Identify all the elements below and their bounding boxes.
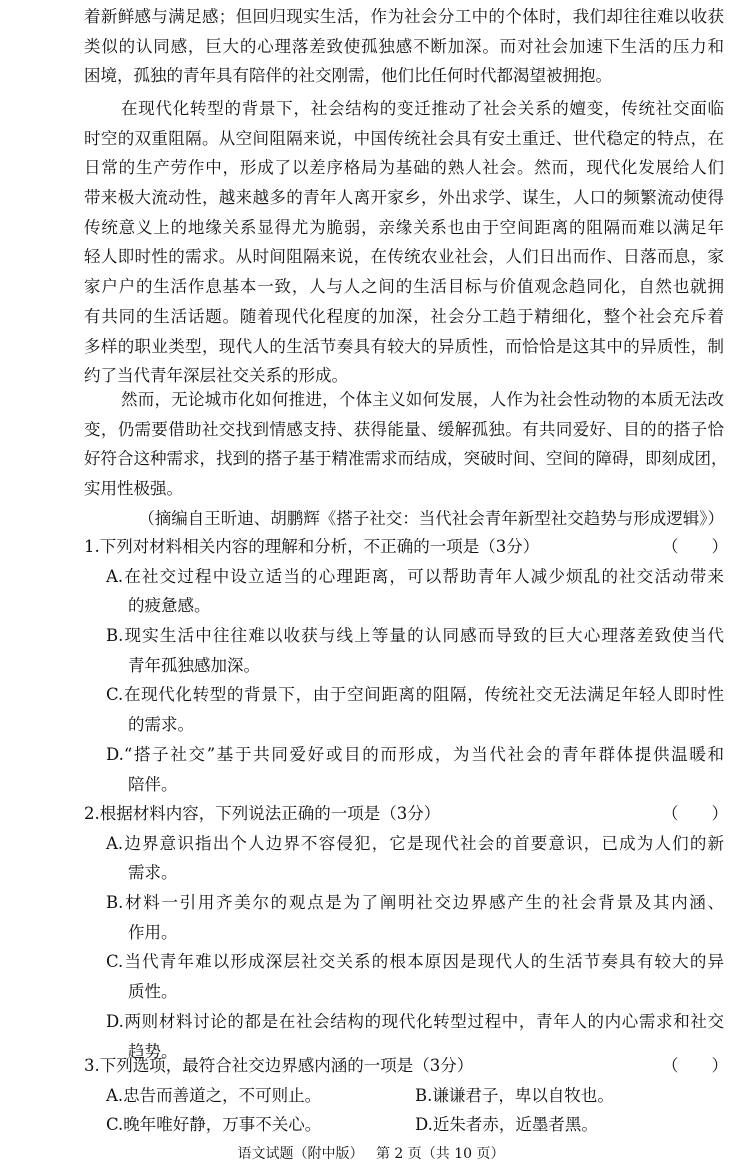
text-line: 在现代化转型的背景下，社会结构的变迁推动了社会关系的嬗变，传统社交面临 bbox=[121, 99, 724, 118]
footer-title: 语文试题（附中版） bbox=[237, 1146, 364, 1162]
text-line: 着新鲜感与满足感；但回归现实生活，作为社会分工中的个体时，我们却往往难以收获 bbox=[84, 7, 724, 26]
text-line: 然而，无论城市化如何推进，个体主义如何发展，人作为社会性动物的本质无法改 bbox=[121, 390, 724, 409]
text-line: 有共同的生活话题。随着现代化程度的加深，社会分工趋于精细化，整个社会充斥着 bbox=[84, 306, 724, 326]
option-b bbox=[84, 621, 724, 680]
option-text: A.边界意识指出个人边界不容侵犯，它是现代社会的首要意识，已成为人们的新 bbox=[106, 833, 724, 853]
question-stem bbox=[84, 1051, 728, 1081]
text-line: 轻人即时性的需求。从时间阻隔来说，在传统农业社会，人们日出而作、日落而息，家 bbox=[84, 247, 724, 267]
option-text: B.现实生活中往往难以收获与线上等量的认同感而导致的巨大心理落差致使当代 bbox=[106, 626, 724, 646]
option-text: 趋势。 bbox=[128, 1041, 178, 1061]
text-line: 变，仍需要借助社交找到情感支持、获得能量、缓解孤独。有共同爱好、目的的搭子恰 bbox=[84, 419, 724, 439]
footer-page-number: 第 2 页（共 10 页） bbox=[375, 1146, 505, 1162]
text-line: 时空的双重阻隔。从空间阻隔来说，中国传统社会具有安土重迁、世代稳定的特点，在 bbox=[84, 128, 724, 148]
option-text: 的需求。 bbox=[128, 715, 194, 735]
question-1 bbox=[84, 532, 728, 799]
option-b: B.谦谦君子，卑以自牧也。 bbox=[415, 1085, 614, 1105]
option-c: C.晚年唯好静，万事不关心。 bbox=[106, 1115, 322, 1135]
option-text: 需求。 bbox=[128, 863, 178, 883]
option-text: 青年孤独感加深。 bbox=[128, 655, 260, 675]
question-stem-text: 1.下列对材料相关内容的理解和分析，不正确的一项是（3分） bbox=[84, 537, 540, 556]
option-c bbox=[84, 947, 724, 1006]
passage-source: （摘编自王昕迪、胡鹏辉《搭子社交：当代社会青年新型社交趋势与形成逻辑》） bbox=[138, 509, 724, 528]
option-c bbox=[84, 680, 724, 739]
option-text: 的疲惫感。 bbox=[128, 596, 211, 616]
text-line: 约了当代青年深层社交关系的形成。 bbox=[84, 366, 348, 386]
option-text: 质性。 bbox=[128, 982, 178, 1002]
answer-parentheses: （ ） bbox=[662, 804, 728, 823]
option-row bbox=[84, 1081, 724, 1111]
question-stem-text: 2.根据材料内容，下列说法正确的一项是（3分） bbox=[84, 804, 441, 823]
option-text: A.在社交过程中设立适当的心理距离，可以帮助青年人减少烦乱的社交活动带来 bbox=[106, 566, 724, 586]
option-text: 陪伴。 bbox=[128, 774, 178, 794]
option-b bbox=[84, 888, 724, 947]
text-line: 传统意义上的地缘关系显得尤为脆弱，亲缘关系也由于空间距离的阻隔而难以满足年 bbox=[84, 217, 724, 237]
question-3 bbox=[84, 1051, 728, 1140]
option-text: B.材料一引用齐美尔的观点是为了阐明社交边界感产生的社会背景及其内涵、 bbox=[106, 893, 724, 913]
question-stem-text: 3.下列选项，最符合社交边界感内涵的一项是（3分） bbox=[84, 1056, 474, 1075]
text-line: 类似的认同感，巨大的心理落差致使孤独感不断加深。而对社会加速下生活的压力和 bbox=[84, 36, 724, 56]
option-text: D.“搭子社交”基于共同爱好或目的而形成，为当代社会的青年群体提供温暖和 bbox=[106, 744, 724, 764]
question-stem bbox=[84, 799, 728, 829]
question-2 bbox=[84, 799, 728, 1066]
text-line: 多样的职业类型，现代人的生活节奏具有较大的异质性，而恰恰是这其中的异质性，制 bbox=[84, 336, 724, 356]
option-text: 作用。 bbox=[128, 922, 178, 942]
text-line: 带来极大流动性，越来越多的青年人离开家乡，外出求学、谋生，人口的频繁流动使得 bbox=[84, 188, 724, 208]
option-text: D.两则材料讨论的都是在社会结构的现代化转型过程中，青年人的内心需求和社交 bbox=[106, 1011, 724, 1031]
option-a: A.忠告而善道之，不可则止。 bbox=[106, 1085, 322, 1105]
answer-parentheses: （ ） bbox=[662, 1056, 728, 1075]
text-line: 实用性极强。 bbox=[84, 479, 183, 499]
answer-parentheses: （ ） bbox=[662, 537, 728, 556]
option-text: C.当代青年难以形成深层社交关系的根本原因是现代人的生活节奏具有较大的异 bbox=[106, 952, 724, 972]
passage-paragraph-1 bbox=[84, 94, 724, 391]
option-row bbox=[84, 1110, 724, 1140]
text-line: 家户户的生活作息基本一致，人与人之间的生活目标与价值观念趋同化，自然也就拥 bbox=[84, 277, 724, 297]
option-a bbox=[84, 562, 724, 621]
option-text: C.在现代化转型的背景下，由于空间距离的阻隔，传统社交无法满足年轻人即时性 bbox=[106, 685, 724, 705]
text-line: 日常的生产劳作中，形成了以差序格局为基础的熟人社会。然而，现代化发展给人们 bbox=[84, 158, 724, 178]
option-d bbox=[84, 740, 724, 799]
question-stem bbox=[84, 532, 728, 562]
option-d: D.近朱者赤，近墨者黑。 bbox=[415, 1115, 598, 1135]
page-footer bbox=[0, 1143, 742, 1163]
passage-paragraph-2 bbox=[84, 385, 728, 504]
text-line: 困境，孤独的青年具有陪伴的社交刚需，他们比任何时代都渴望被拥抱。 bbox=[84, 66, 612, 86]
text-line: 好符合这种需求，找到的搭子基于精准需求而结成，突破时间、空间的障碍，即刻成团， bbox=[84, 449, 728, 469]
option-a bbox=[84, 829, 724, 888]
passage-paragraph-0 bbox=[84, 2, 724, 91]
